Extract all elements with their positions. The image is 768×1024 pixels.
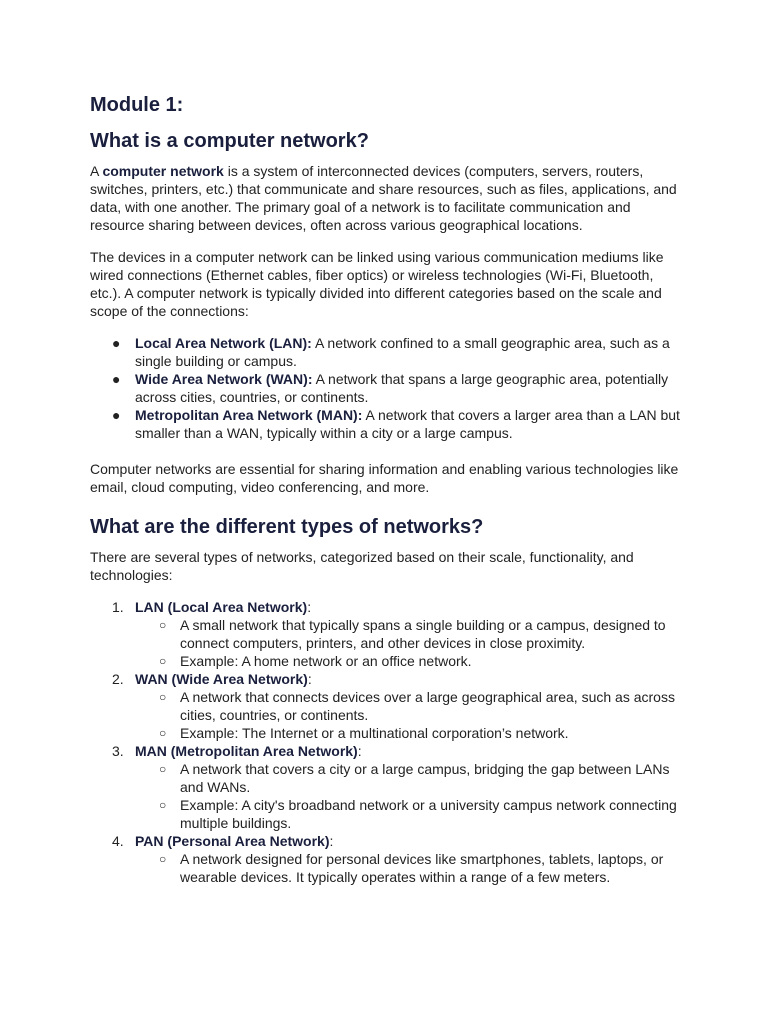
list-item [90,670,688,742]
sub-bullet-glyph: ○ [159,618,167,632]
list-item-term: LAN (Local Area Network) [135,599,308,615]
sub-list-text: Example: A home network or an office network. [180,653,472,669]
list-item [90,832,688,886]
list-item-desc: A network that spans a large geographic area, potentially across cities, countries, or continents. [135,371,669,405]
sub-list-text: A network that covers a city or a large campus, bridging the gap between LANs and WANs. [180,761,670,795]
sub-bullet-glyph: ○ [159,762,167,776]
sub-list-item [135,850,688,886]
sub-list-item [135,796,688,832]
list-item [90,406,688,442]
list-item-colon: : [307,671,312,687]
paragraph-essential: Computer networks are essential for sharing information and enabling various technologies like email, cloud computing, video conferencing, and more. [90,461,679,495]
sub-list-text: Example: The Internet or a multinational corporation’s network. [180,725,569,741]
sub-bullet-glyph: ○ [159,654,167,668]
paragraph-mediums: The devices in a computer network can be linked using various communication mediums like wired connections (Ethernet cables, fiber optics) or wireless technologies (Wi-Fi, Bluetooth, etc.). A computer network is typically divided into different categories based on the scale and scope of the connections: [90,249,664,319]
sub-list [135,688,688,742]
sub-bullet-glyph: ○ [159,852,167,866]
sub-list-text: A small network that typically spans a single building or a campus, designed to connect computers, printers, and other devices in close proximity. [180,617,666,651]
sub-list [135,760,688,832]
list-item-colon: : [307,599,312,615]
module-title: Module 1: [90,94,184,116]
list-item-colon: : [357,743,362,759]
bullet-glyph: ● [112,335,121,351]
paragraph-definition [90,162,688,234]
list-item [90,742,688,832]
list-item-term: Wide Area Network (WAN): [135,371,313,387]
network-categories-list [90,334,688,442]
list-item [90,334,688,370]
sub-list-item [135,616,688,652]
sub-list-item [135,724,688,742]
sub-list-text: Example: A city's broadband network or a university campus network connecting multiple buildings. [180,797,677,831]
sub-list-item [135,760,688,796]
section-title-network-types: What are the different types of networks? [90,516,484,538]
term-computer-network: computer network [102,163,224,179]
sub-list-item [135,688,688,724]
paragraph-definition-prefix: A [90,163,103,179]
list-item-term: Metropolitan Area Network (MAN): [135,407,363,423]
bullet-glyph: ● [112,371,121,387]
network-types-list [90,598,688,886]
list-item [90,598,688,670]
paragraph-types-intro: There are several types of networks, categorized based on their scale, functionality, and technologies: [90,549,634,583]
list-number: 3. [112,743,124,759]
paragraph-definition-rest: is a system of interconnected devices (computers, servers, routers, switches, printers, etc.) that communicate and share resources, such as files, applications, and data, with one another. The primary goal of a network is to facilitate communication and resource sharing between devices, often across various geographical locations. [90,163,677,233]
list-item-desc: A network that covers a larger area than a LAN but smaller than a WAN, typically within a city or a large campus. [135,407,680,441]
sub-list-item [135,652,688,670]
list-item-desc: A network confined to a small geographic area, such as a single building or campus. [135,335,670,369]
sub-bullet-glyph: ○ [159,798,167,812]
list-number: 2. [112,671,124,687]
list-item-colon: : [329,833,334,849]
sub-bullet-glyph: ○ [159,726,167,740]
sub-list-text: A network that connects devices over a large geographical area, such as across cities, countries, or continents. [180,689,675,723]
section-title-computer-network: What is a computer network? [90,130,369,152]
list-item-term: Local Area Network (LAN): [135,335,312,351]
list-item [90,370,688,406]
sub-bullet-glyph: ○ [159,690,167,704]
list-item-term: WAN (Wide Area Network) [135,671,308,687]
list-number: 1. [112,599,124,615]
sub-list [135,616,688,670]
list-item-term: PAN (Personal Area Network) [135,833,330,849]
sub-list-text: A network designed for personal devices like smartphones, tablets, laptops, or wearable devices. It typically operates within a range of a few meters. [180,851,664,885]
list-item-term: MAN (Metropolitan Area Network) [135,743,358,759]
bullet-glyph: ● [112,407,121,423]
list-number: 4. [112,833,124,849]
sub-list [135,850,688,886]
